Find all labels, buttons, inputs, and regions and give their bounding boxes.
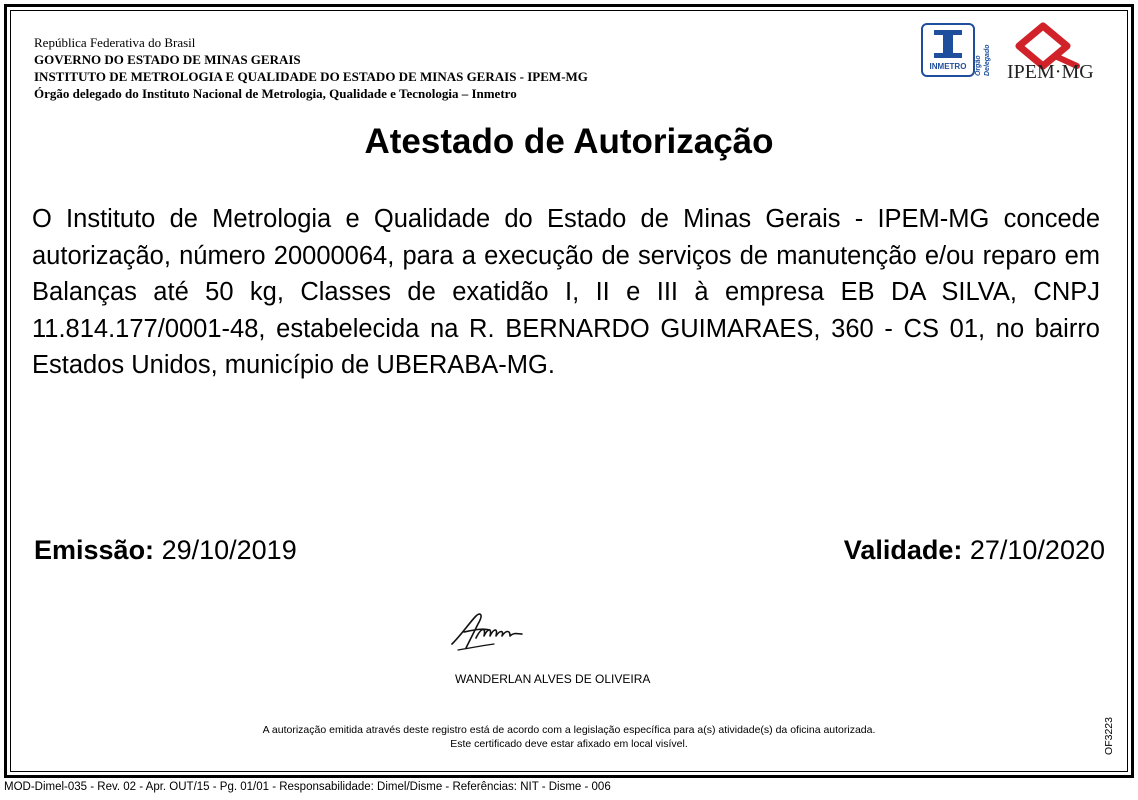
legal-note-line2: Este certificado deve estar afixado em local visível. — [450, 738, 688, 750]
validity-date — [844, 535, 1105, 566]
inmetro-side-line2: Delegado — [984, 44, 991, 76]
document-title: Atestado de Autorização — [364, 122, 774, 161]
inmetro-side-line1: Órgão — [975, 55, 982, 76]
validity-date-label: Validade: — [843, 535, 963, 565]
issue-date-label: Emissão: — [34, 535, 155, 565]
issue-date-value: 29/10/2019 — [161, 535, 297, 565]
header-government: GOVERNO DO ESTADO DE MINAS GERAIS — [34, 52, 301, 67]
validity-date-value: 27/10/2020 — [969, 535, 1105, 565]
authorization-text: O Instituto de Metrologia e Qualidade do Estado de Minas Gerais - IPEM-MG concede autorização, número 20000064, para a execução de serviços de manutenção e/ou reparo em Balanças até 50 kg, Classes de exatidão I, II e III à empresa EB DA SILVA, CNPJ 11.814.177/0001-48, estabelecida na R. BERNARDO GUIMARAES, 360 - CS 01, no bairro Estados Unidos, município de UBERABA-MG. — [32, 205, 1100, 379]
form-footer: MOD-Dimel-035 - Rev. 02 - Apr. OUT/15 - Pg. 01/01 - Responsabilidade: Dimel/Disme - Referências: NIT - Disme - 006 — [4, 781, 611, 793]
signer-name: WANDERLAN ALVES DE OLIVEIRA — [455, 672, 651, 686]
inmetro-logo — [921, 22, 993, 80]
legal-note-line1: A autorização emitida através deste registro está de acordo com a legislação específica para a(s) atividade(s) da oficina autorizada. — [262, 724, 876, 736]
of-code-text: OF3223 — [1102, 717, 1115, 755]
issuer-header — [34, 34, 588, 102]
header-institute: INSTITUTO DE METROLOGIA E QUALIDADE DO ESTADO DE MINAS GERAIS - IPEM-MG — [34, 69, 588, 84]
logos — [921, 22, 1111, 82]
issue-date — [34, 535, 297, 566]
ipem-logo-text: IPEM·MG — [1007, 61, 1094, 82]
legal-note — [0, 723, 1138, 751]
header-delegation: Órgão delegado do Instituto Nacional de Metrologia, Qualidade e Tecnologia – Inmetro — [34, 86, 517, 101]
ipem-mg-logo — [1003, 22, 1111, 82]
signature-image — [444, 604, 534, 658]
of-code — [1096, 717, 1136, 755]
inmetro-logo-text: INMETRO — [929, 62, 967, 71]
header-republic: República Federativa do Brasil — [34, 35, 196, 50]
